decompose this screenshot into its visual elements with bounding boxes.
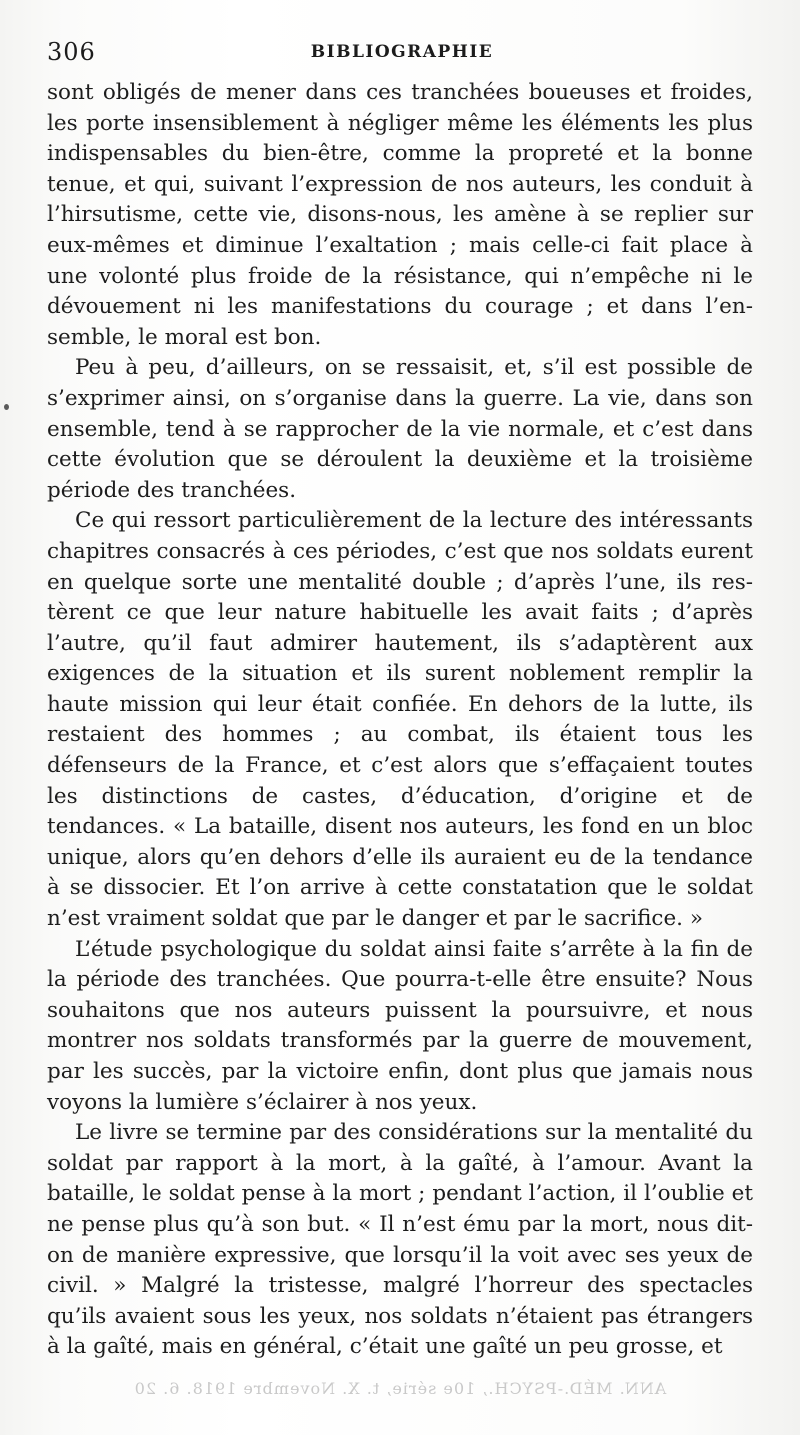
paragraph-5: Le livre se termine par des considérations sur la mentalité du soldat par rapport à la mort, à la gaîté, à l’amour. Avant la bataille, le soldat pense à la mort ; pendant l’action, il l’oublie et ne pense plus qu’à son but. « Il n’est ému par la mort, nous dit-on de manière expressive, que lorsqu’il la voit avec ses yeux de civil. » Malgré la tristesse, malgré l’horreur des spectacles qu’ils avaient sous les yeux, nos soldats n’étaient pas étrangers à la gaîté, mais en général, c’était une gaîté un peu grosse, et [47,1120,753,1360]
paragraph-1: sont obligés de mener dans ces tranchées boueuses et froides, les porte insensiblement à négliger même les éléments les plus indispensables du bien-être, comme la propreté et la bonne tenue, et qui, suivant l’expression de nos auteurs, les conduit à l’hirsutisme, cette vie, disons-nous, les amène à se replier sur eux-mêmes et diminue l’exaltation ; mais celle-ci fait place à une volonté plus froide de la résistance, qui n’empêche ni le dévouement ni les manifestations du courage ; et dans l’ensemble, le moral est bon. [47,80,753,350]
paragraph-2: Peu à peu, d’ailleurs, on se ressaisit, et, s’il est possible de s’exprimer ainsi, on s’organise dans la guerre. La vie, dans son ensemble, tend à se rapprocher de la vie normale, et c’est dans cette évolution que se déroulent la deuxième et la troisième période des tranchées. [47,355,753,503]
paragraph-4: L’étude psychologique du soldat ainsi faite s’arrête à la fin de la période des tranchées. Que pourra-t-elle être ensuite? Nous souhaitons que nos auteurs puissent la poursuivre, et nous montrer nos soldats transformés par la guerre de mouvement, par les succès, par la victoire enfin, dont plus que jamais nous voyons la lumière s’éclairer à nos yeux. [47,936,753,1115]
show-through-footer: ANN. MÉD.-PSYCH., 10e série, t. X. Novembre 1918. 6. 20 [133,1379,667,1398]
page-header [47,38,757,68]
page-number: 306 [47,38,96,66]
paragraph-3: Ce qui ressort particulièrement de la lecture des intéressants chapitres consacrés à ces périodes, c’est que nos soldats eurent en quelque sorte une mentalité double ; d’après l’une, ils restèrent ce que leur nature habituelle les avait faits ; d’après l’autre, qu’il faut admirer hautement, ils s’adaptèrent aux exigences de la situation et ils surent noblement remplir la haute mission qui leur était confiée. En dehors de la lutte, ils restaient des hommes ; au combat, ils étaient tous les défenseurs de la France, et c’est alors que s’effaçaient toutes les distinctions de castes, d’éducation, d’origine et de tendances. « La bataille, disent nos auteurs, les fond en un bloc unique, alors qu’en dehors d’elle ils auraient eu de la tendance à se dissocier. Et l’on arrive à cette constatation que le soldat n’est vraiment soldat que par le danger et par le sacrifice. » [47,508,753,932]
margin-ink-mark [4,404,9,410]
body-text [47,78,753,1363]
running-head: BIBLIOGRAPHIE [310,42,494,62]
